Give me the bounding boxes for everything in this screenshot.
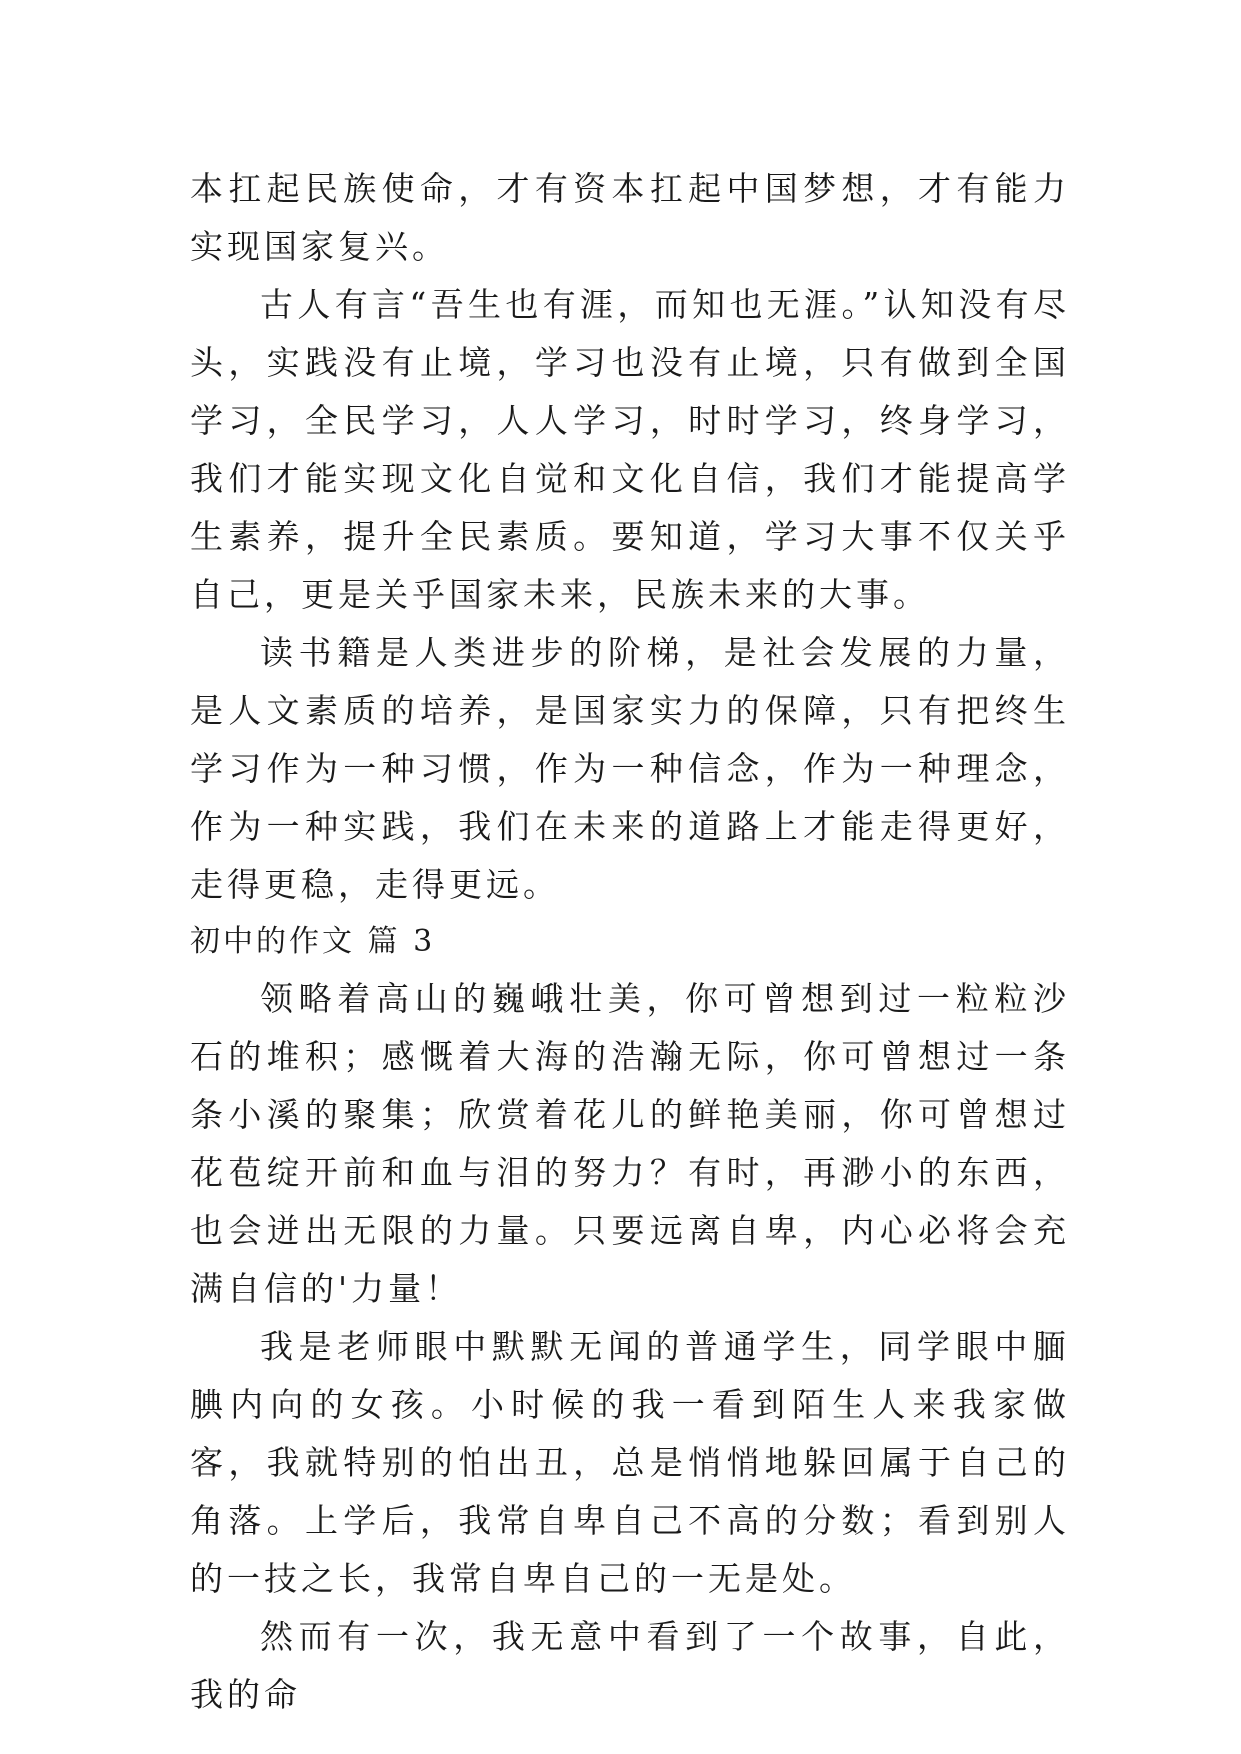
section-heading: 初中的作文 篇 3 — [190, 924, 436, 959]
paragraph-story: 然而有一次，我无意中看到了一个故事，自此，我的命 — [190, 1617, 1070, 1714]
paragraph-continuation: 本扛起民族使命，才有资本扛起中国梦想，才有能力实现国家复兴。 — [190, 169, 1070, 266]
paragraph-reading-books: 读书籍是人类进步的阶梯，是社会发展的力量，是人文素质的培养，是国家实力的保障，只有把终生学习作为一种习惯，作为一种信念，作为一种理念，作为一种实践，我们在未来的道路上才能走得更好，走得更稳，走得更远。 — [190, 633, 1070, 904]
document-body — [190, 160, 1070, 1724]
paragraph-ordinary-student: 我是老师眼中默默无闻的普通学生，同学眼中腼腆内向的女孩。小时候的我一看到陌生人来我家做客，我就特别的怕出丑，总是悄悄地躲回属于自己的角落。上学后，我常自卑自己不高的分数；看到别人的一技之长，我常自卑自己的一无是处。 — [190, 1327, 1070, 1598]
paragraph-ancient-saying: 古人有言“吾生也有涯，而知也无涯。”认知没有尽头，实践没有止境，学习也没有止境，只有做到全国学习，全民学习，人人学习，时时学习，终身学习，我们才能实现文化自觉和文化自信，我们才能提高学生素养，提升全民素质。要知道，学习大事不仅关乎自己，更是关乎国家未来，民族未来的大事。 — [190, 285, 1070, 614]
paragraph-mountain: 领略着高山的巍峨壮美，你可曾想到过一粒粒沙石的堆积；感慨着大海的浩瀚无际，你可曾想过一条条小溪的聚集；欣赏着花儿的鲜艳美丽，你可曾想过花苞绽开前和血与泪的努力？有时，再渺小的东西，也会迸出无限的力量。只要远离自卑，内心必将会充满自信的'力量！ — [190, 979, 1070, 1308]
